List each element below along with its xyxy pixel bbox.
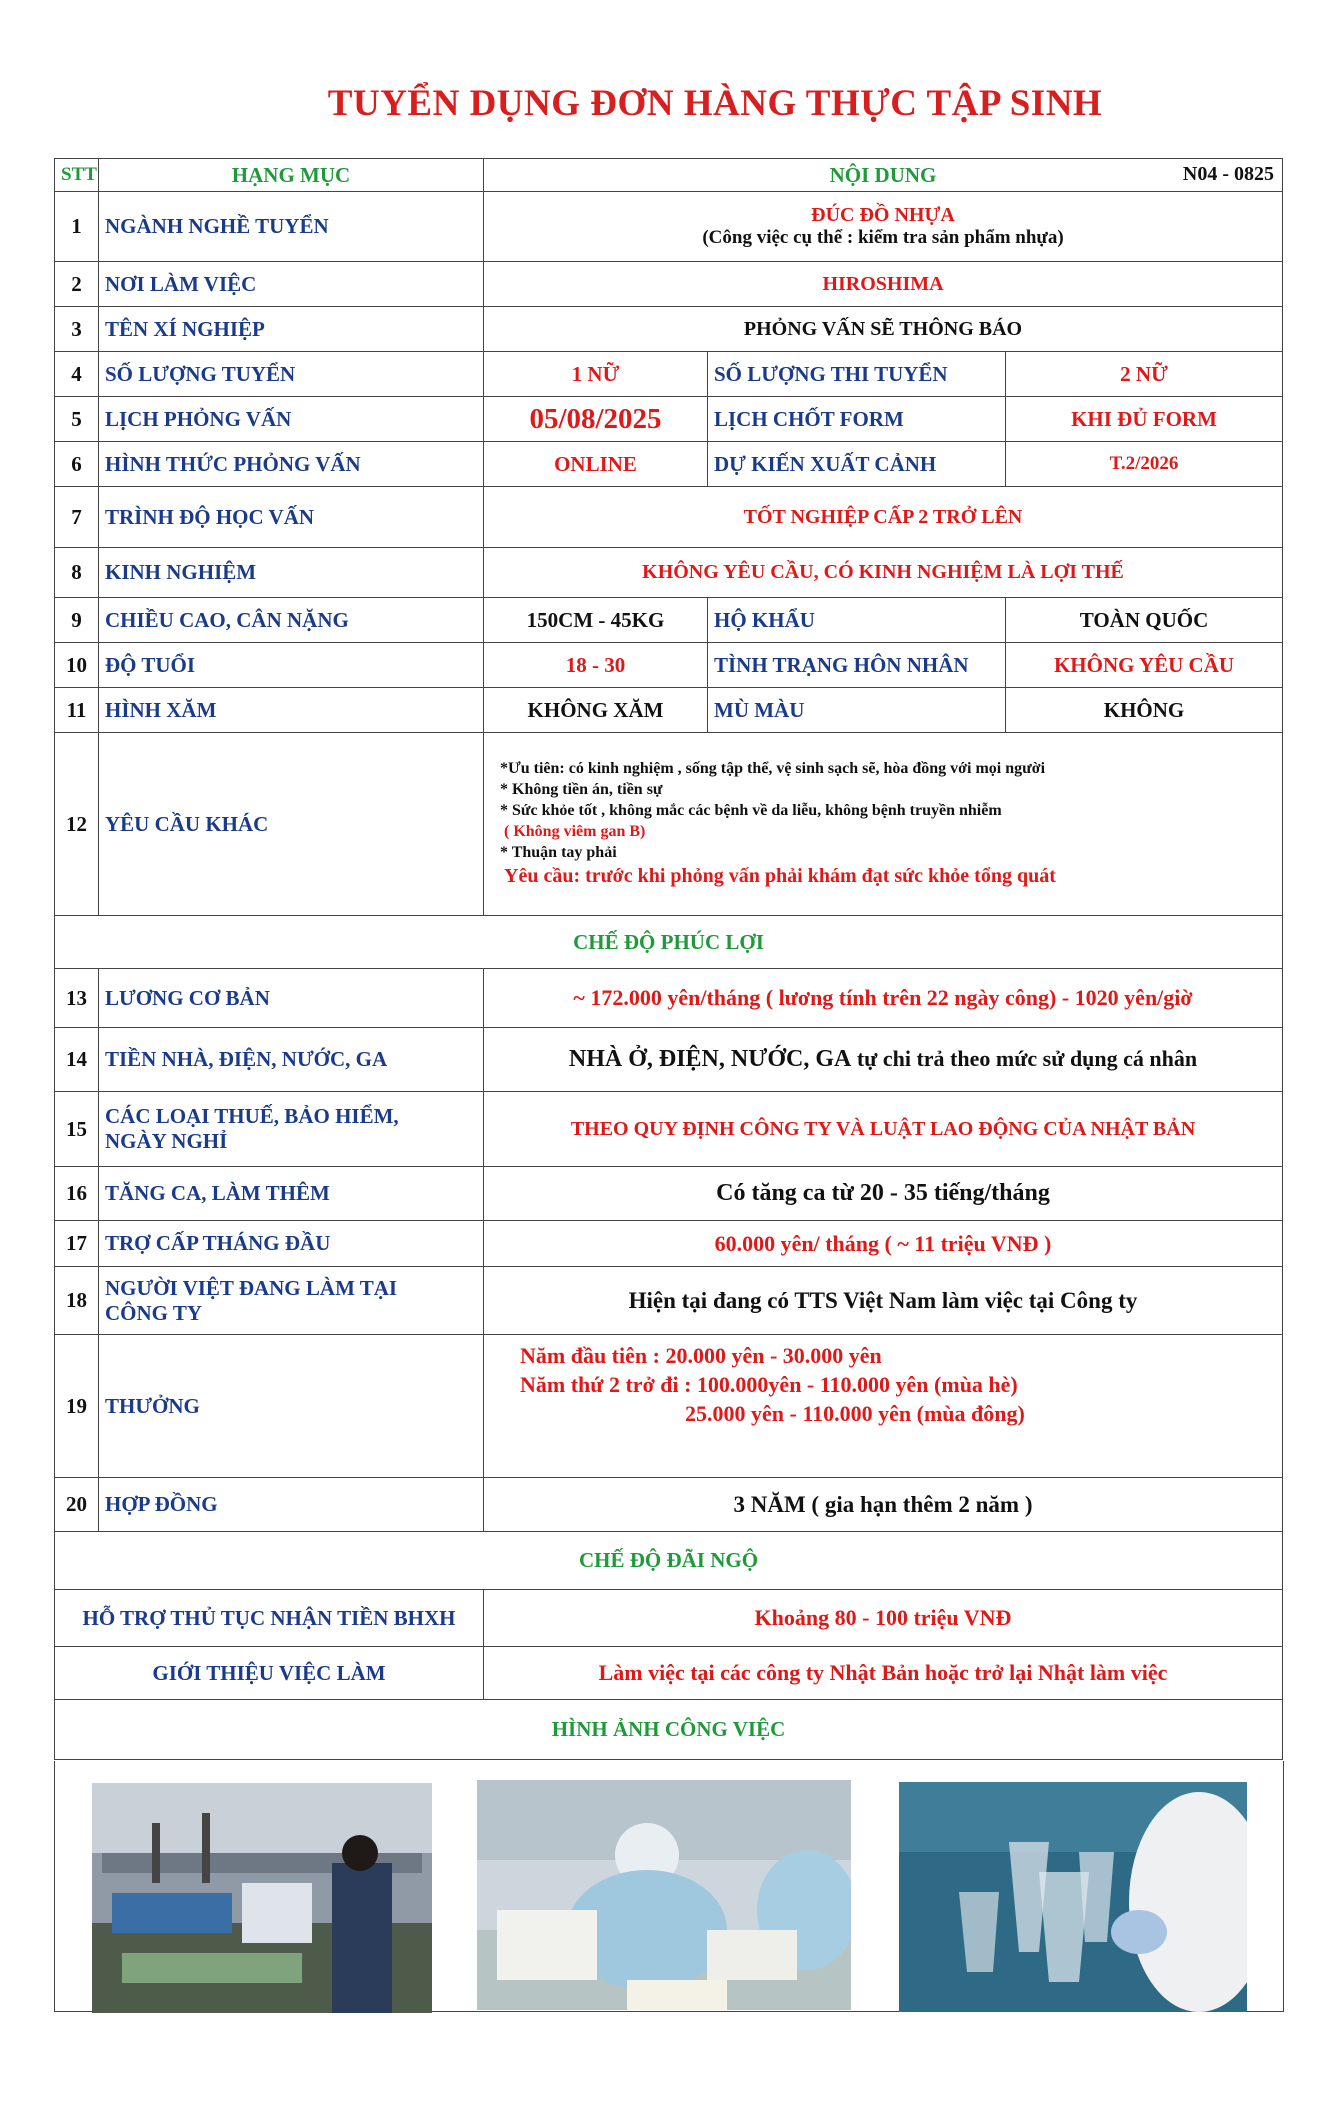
plastic-cups-inspection-image xyxy=(899,1782,1247,2012)
row-label-line: NGÀY NGHỈ xyxy=(105,1129,228,1153)
header-hang-muc: HẠNG MỤC xyxy=(99,159,484,192)
row-value-2: KHÔNG xyxy=(1006,688,1283,733)
housing-note: tự chi trả theo mức sử dụng cá nhân xyxy=(851,1046,1198,1071)
requirement-line: * Không tiền án, tiền sự xyxy=(500,781,663,798)
row-label: ĐỘ TUỔI xyxy=(99,643,484,688)
row-label: HÌNH XĂM xyxy=(99,688,484,733)
row-label-2: TÌNH TRẠNG HÔN NHÂN xyxy=(708,643,1006,688)
row-label: THƯỞNG xyxy=(99,1335,484,1478)
requirement-line: * Thuận tay phải xyxy=(500,844,617,861)
row-number: 7 xyxy=(55,487,99,548)
section-welfare-title: CHẾ ĐỘ PHÚC LỢI xyxy=(55,916,1283,969)
row-value: HIROSHIMA xyxy=(484,262,1283,307)
row-label-2: LỊCH CHỐT FORM xyxy=(708,397,1006,442)
row-label: CHIỀU CAO, CÂN NẶNG xyxy=(99,598,484,643)
row-number: 3 xyxy=(55,307,99,352)
interview-date: 05/08/2025 xyxy=(484,397,708,442)
bonus-line: Năm đầu tiên : 20.000 yên - 30.000 yên xyxy=(520,1343,882,1368)
table-row xyxy=(55,1590,1283,1647)
row-label xyxy=(99,1267,484,1335)
requirement-line: ( Không viêm gan B) xyxy=(504,823,646,840)
row-value: Làm việc tại các công ty Nhật Bản hoặc trở lại Nhật làm việc xyxy=(484,1647,1283,1700)
bonus-line: 25.000 yên - 110.000 yên (mùa đông) xyxy=(685,1401,1025,1426)
job-title: ĐÚC ĐỒ NHỰA xyxy=(811,204,955,226)
table-row xyxy=(55,643,1283,688)
row-value: KHÔNG XĂM xyxy=(484,688,708,733)
table-row xyxy=(55,1028,1283,1092)
requirement-line: *Ưu tiên: có kinh nghiệm , sống tập thể, vệ sinh sạch sẽ, hòa đồng với mọi người xyxy=(500,760,1046,777)
table-row xyxy=(55,352,1283,397)
row-label-2: HỘ KHẨU xyxy=(708,598,1006,643)
table-row xyxy=(55,1267,1283,1335)
row-label: TIỀN NHÀ, ĐIỆN, NƯỚC, GA xyxy=(99,1028,484,1092)
row-label: SỐ LƯỢNG TUYỂN xyxy=(99,352,484,397)
row-value: PHỎNG VẤN SẼ THÔNG BÁO xyxy=(484,307,1283,352)
row-value-2: KHÔNG YÊU CẦU xyxy=(1006,643,1283,688)
row-label: TRÌNH ĐỘ HỌC VẤN xyxy=(99,487,484,548)
row-number: 2 xyxy=(55,262,99,307)
row-label: HÌNH THỨC PHỎNG VẤN xyxy=(99,442,484,487)
row-value-2: 2 NỮ xyxy=(1006,352,1283,397)
row-number: 6 xyxy=(55,442,99,487)
housing-costs: NHÀ Ở, ĐIỆN, NƯỚC, GA xyxy=(568,1046,852,1072)
other-requirements xyxy=(484,733,1283,916)
factory-assembly-image xyxy=(92,1783,432,2013)
table-row xyxy=(55,1167,1283,1221)
table-row xyxy=(55,969,1283,1028)
row-label-line: NGƯỜI VIỆT ĐANG LÀM TẠI xyxy=(105,1275,398,1300)
factory-photo-3 xyxy=(899,1782,1247,2012)
row-number: 12 xyxy=(55,733,99,916)
row-number: 8 xyxy=(55,548,99,598)
row-value: TỐT NGHIỆP CẤP 2 TRỞ LÊN xyxy=(484,487,1283,548)
row-value-2: T.2/2026 xyxy=(1006,442,1283,487)
row-label-line: CÔNG TY xyxy=(105,1300,203,1325)
row-value: Có tăng ca từ 20 - 35 tiếng/tháng xyxy=(484,1167,1283,1221)
row-label: GIỚI THIỆU VIỆC LÀM xyxy=(55,1647,484,1700)
row-label-2: SỐ LƯỢNG THI TUYỂN xyxy=(708,352,1006,397)
row-value: 60.000 yên/ tháng ( ~ 11 triệu VNĐ ) xyxy=(484,1221,1283,1267)
row-number: 4 xyxy=(55,352,99,397)
work-photos xyxy=(54,1761,1284,2012)
row-number: 1 xyxy=(55,192,99,262)
table-row xyxy=(55,733,1283,916)
table-row xyxy=(55,1478,1283,1532)
table-row xyxy=(55,442,1283,487)
row-label-2: DỰ KIẾN XUẤT CẢNH xyxy=(708,442,1006,487)
table-row xyxy=(55,1221,1283,1267)
section-header xyxy=(55,916,1283,969)
job-detail: (Công việc cụ thể : kiểm tra sản phẩm nhựa) xyxy=(702,227,1064,248)
row-number: 17 xyxy=(55,1221,99,1267)
row-value xyxy=(484,1028,1283,1092)
row-value: 150CM - 45KG xyxy=(484,598,708,643)
table-row xyxy=(55,397,1283,442)
bonus-line: Năm thứ 2 trở đi : 100.000yên - 110.000 yên (mùa hè) xyxy=(520,1372,1018,1397)
row-label: YÊU CẦU KHÁC xyxy=(99,733,484,916)
table-header xyxy=(55,159,1283,192)
row-number: 20 xyxy=(55,1478,99,1532)
row-number: 18 xyxy=(55,1267,99,1335)
row-number: 16 xyxy=(55,1167,99,1221)
table-row xyxy=(55,1647,1283,1700)
order-code: N04 - 0825 xyxy=(1182,163,1274,185)
row-label: NGÀNH NGHỀ TUYỂN xyxy=(99,192,484,262)
row-label: KINH NGHIỆM xyxy=(99,548,484,598)
row-number: 11 xyxy=(55,688,99,733)
header-stt: STT xyxy=(55,159,99,192)
table-row xyxy=(55,1335,1283,1478)
row-value: KHÔNG YÊU CẦU, CÓ KINH NGHIỆM LÀ LỢI THẾ xyxy=(484,548,1283,598)
row-number: 13 xyxy=(55,969,99,1028)
row-number: 9 xyxy=(55,598,99,643)
requirement-line: Yêu cầu: trước khi phỏng vấn phải khám đạt sức khỏe tổng quát xyxy=(504,865,1056,887)
table-row xyxy=(55,598,1283,643)
row-label-2: MÙ MÀU xyxy=(708,688,1006,733)
form-deadline: KHI ĐỦ FORM xyxy=(1006,397,1283,442)
row-value: Khoảng 80 - 100 triệu VNĐ xyxy=(484,1590,1283,1647)
table-row xyxy=(55,262,1283,307)
row-value: ONLINE xyxy=(484,442,708,487)
row-label: LƯƠNG CƠ BẢN xyxy=(99,969,484,1028)
row-value xyxy=(484,192,1283,262)
section-header xyxy=(55,1532,1283,1590)
table-row xyxy=(55,1092,1283,1167)
table-row xyxy=(55,487,1283,548)
section-benefits-title: CHẾ ĐỘ ĐÃI NGỘ xyxy=(55,1532,1283,1590)
table-row xyxy=(55,307,1283,352)
row-value: 18 - 30 xyxy=(484,643,708,688)
header-noi-dung-label: NỘI DUNG xyxy=(829,162,937,187)
contract-term: 3 NĂM ( gia hạn thêm 2 năm ) xyxy=(484,1478,1283,1532)
row-value-2: TOÀN QUỐC xyxy=(1006,598,1283,643)
requirement-line: * Sức khỏe tốt , không mắc các bệnh về da liễu, không bệnh truyền nhiễm xyxy=(500,802,1002,819)
section-photos-title: HÌNH ẢNH CÔNG VIỆC xyxy=(55,1700,1283,1760)
row-label: TÊN XÍ NGHIỆP xyxy=(99,307,484,352)
table-row xyxy=(55,192,1283,262)
row-label xyxy=(99,1092,484,1167)
header-noi-dung xyxy=(484,159,1283,192)
section-header xyxy=(55,1700,1283,1760)
row-label: HỖ TRỢ THỦ TỤC NHẬN TIỀN BHXH xyxy=(55,1590,484,1647)
page-title: TUYỂN DỤNG ĐƠN HÀNG THỰC TẬP SINH xyxy=(327,83,1103,124)
row-label: LỊCH PHỎNG VẤN xyxy=(99,397,484,442)
row-label: TRỢ CẤP THÁNG ĐẦU xyxy=(99,1221,484,1267)
factory-photo-1 xyxy=(92,1783,432,2013)
table-row xyxy=(55,688,1283,733)
row-label-line: CÁC LOẠI THUẾ, BẢO HIỂM, xyxy=(105,1104,399,1128)
table-row xyxy=(55,548,1283,598)
row-label: NƠI LÀM VIỆC xyxy=(99,262,484,307)
row-number: 5 xyxy=(55,397,99,442)
row-number: 15 xyxy=(55,1092,99,1167)
row-number: 19 xyxy=(55,1335,99,1478)
recruitment-table xyxy=(54,158,1283,1760)
row-label: TĂNG CA, LÀM THÊM xyxy=(99,1167,484,1221)
cleanroom-workers-image xyxy=(477,1780,851,2010)
row-label: HỢP ĐỒNG xyxy=(99,1478,484,1532)
factory-photo-2 xyxy=(477,1780,851,2010)
row-number: 10 xyxy=(55,643,99,688)
row-value: THEO QUY ĐỊNH CÔNG TY VÀ LUẬT LAO ĐỘNG CỦA NHẬT BẢN xyxy=(484,1092,1283,1167)
bonus-details xyxy=(484,1335,1283,1478)
basic-salary: ~ 172.000 yên/tháng ( lương tính trên 22 ngày công) - 1020 yên/giờ xyxy=(484,969,1283,1028)
row-value: Hiện tại đang có TTS Việt Nam làm việc tại Công ty xyxy=(484,1267,1283,1335)
row-number: 14 xyxy=(55,1028,99,1092)
row-value: 1 NỮ xyxy=(484,352,708,397)
